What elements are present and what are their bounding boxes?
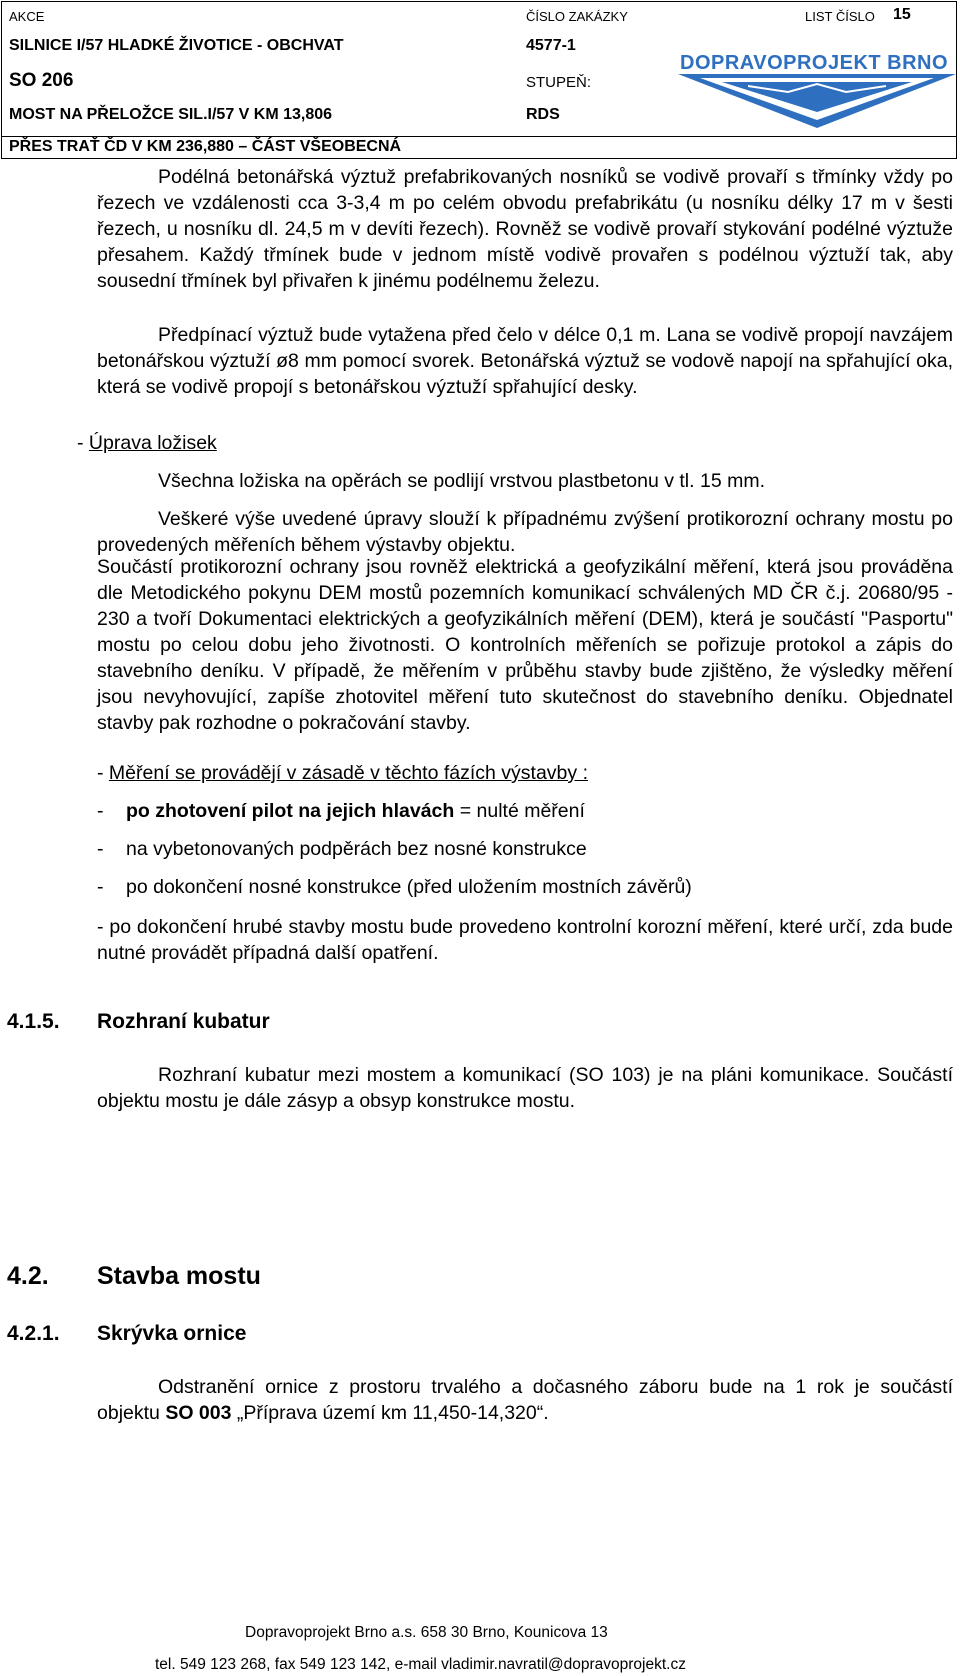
stupen-value: RDS [526,106,560,123]
header-divider [2,136,956,137]
title-block [1,1,957,159]
footer-contact: tel. 549 123 268, fax 549 123 142, e-mail vladimir.navratil@dopravoprojekt.cz [155,1656,686,1673]
bearing-heading-dash: - [77,432,89,454]
footer-address: Dopravoprojekt Brno a.s. 658 30 Brno, Kounicova 13 [245,1624,608,1641]
list-item: - [97,800,104,822]
company-logo-text: DOPRAVOPROJEKT BRNO [680,52,949,74]
cislo-zakazky-label: ČÍSLO ZAKÁZKY [526,9,628,24]
paragraph-welding: Podélná betonářská výztuž prefabrikovaných nosníků se vodivě provaří s třmínky vždy po řezech ve vzdálenosti cca 3-3,4 m po celém obvodu prefabrikátu (u nosníku délky 17 m v šesti řezech, u nosníku dl. 24,5 m v devíti řezech). Rovněž se vodivě provaří stykování podélné výztuže přesahem. Každý třmínek bude v jednom místě vodivě provařen s podélnou výztuží tak, aby sousední třmínek byl přivařen k jinému podélnemu železu. [97,166,953,292]
project-line-3: MOST NA PŘELOŽCE SIL.I/57 V KM 13,806 [9,106,333,123]
paragraph-dem: Součástí protikorozní ochrany jsou rovněž elektrická a geofyzikální měření, která jsou prováděna dle Metodického pokynu DEM mostů pozemních komunikací schválených MD ČR č.j. 20680/95 - 230 a tvoří Dokumentaci elektrických a geofyzikálních měření (DEM), která je součástí "Pasportu" mostu po celou dobu jeho životnosti. O kontrolních měřeních se pořizuje protokol a zápis do stavebního deníku. V případě, že měřením v průběhu stavby bude zjištěno, že výsledky měření jsou nevyhovující, zapíše zhotovitel měření tuto skutečnost do stavebního deníku. Objednatel stavby pak rozhodne o pokračování stavby. [97,556,953,734]
chapter-title: Stavba mostu [97,1262,261,1290]
akce-label: AKCE [9,9,45,24]
measurement-heading [97,762,588,785]
paragraph-bearings: Všechna ložiska na opěrách se podlijí vrstvou plastbetonu v tl. 15 mm. [158,470,765,492]
measurement-heading-dash: - [97,762,109,784]
list-item-final: - po dokončení hrubé stavby mostu bude provedeno kontrolní korozní měření, které určí, zda bude nutné provádět případná další opatření. [97,916,953,964]
paragraph-protection: Veškeré výše uvedené úpravy slouží k případnému zvýšení protikorozní ochrany mostu po provedených měřeních během výstavby objektu. [97,508,953,556]
list-item-text [126,800,585,823]
zakazka-value: 4577-1 [526,37,576,54]
project-line-1: SILNICE I/57 HLADKÉ ŽIVOTICE - OBCHVAT [9,37,344,54]
list-item-bold: po zhotovení pilot na jejich hlavách [126,800,455,822]
list-item-rest: = nulté měření [454,800,585,822]
paragraph-interface: Rozhraní kubatur mezi mostem a komunikací (SO 103) je na pláni komunikace. Součástí objektu mostu je dále zásyp a obsyp konstrukce mostu. [97,1064,953,1112]
bearing-heading-title: Úprava ložisek [88,432,217,454]
section-number: 4.1.5. [7,1010,60,1033]
section-title: Rozhraní kubatur [97,1010,270,1033]
paragraph-prestress: Předpínací výztuž bude vytažena před čelo v délce 0,1 m. Lana se vodivě propojí navzájem betonářskou výztuží ø8 mm pomocí svorek. Betonářská výztuž se vodově napojí na spřahující oka, která se vodivě propojí s betonářskou výztuží spřahující desky. [97,324,953,398]
chapter-number: 4.2. [7,1262,49,1290]
list-cislo-label: LIST ČÍSLO [805,9,875,24]
topsoil-text-c: „Příprava území km 11,450-14,320“. [231,1402,549,1424]
project-line-4: PŘES TRAŤ ČD V KM 236,880 – ČÁST VŠEOBECNÁ [9,138,402,155]
paragraph-topsoil [97,1374,953,1426]
list-item: - [97,876,104,898]
measurement-heading-title: Měření se provádějí v zásadě v těchto fázích výstavby : [108,762,588,784]
company-logo-icon [678,70,956,132]
list-cislo-value: 15 [893,6,911,23]
list-item-text: na vybetonovaných podpěrách bez nosné konstrukce [126,838,587,860]
stupen-label: STUPEŇ: [526,74,592,91]
list-item: - [97,838,104,860]
bearing-heading [77,432,217,455]
section-title: Skrývka ornice [97,1322,247,1345]
topsoil-text-a: Odstranění ornice z prostoru trvalého a dočasného záboru bude na 1 rok je součástí objektu [97,1376,953,1424]
section-number: 4.2.1. [7,1322,60,1345]
so-number: SO 206 [9,70,74,91]
list-item-text: po dokončení nosné konstrukce (před uložením mostních závěrů) [126,876,692,898]
topsoil-so: SO 003 [165,1402,232,1424]
